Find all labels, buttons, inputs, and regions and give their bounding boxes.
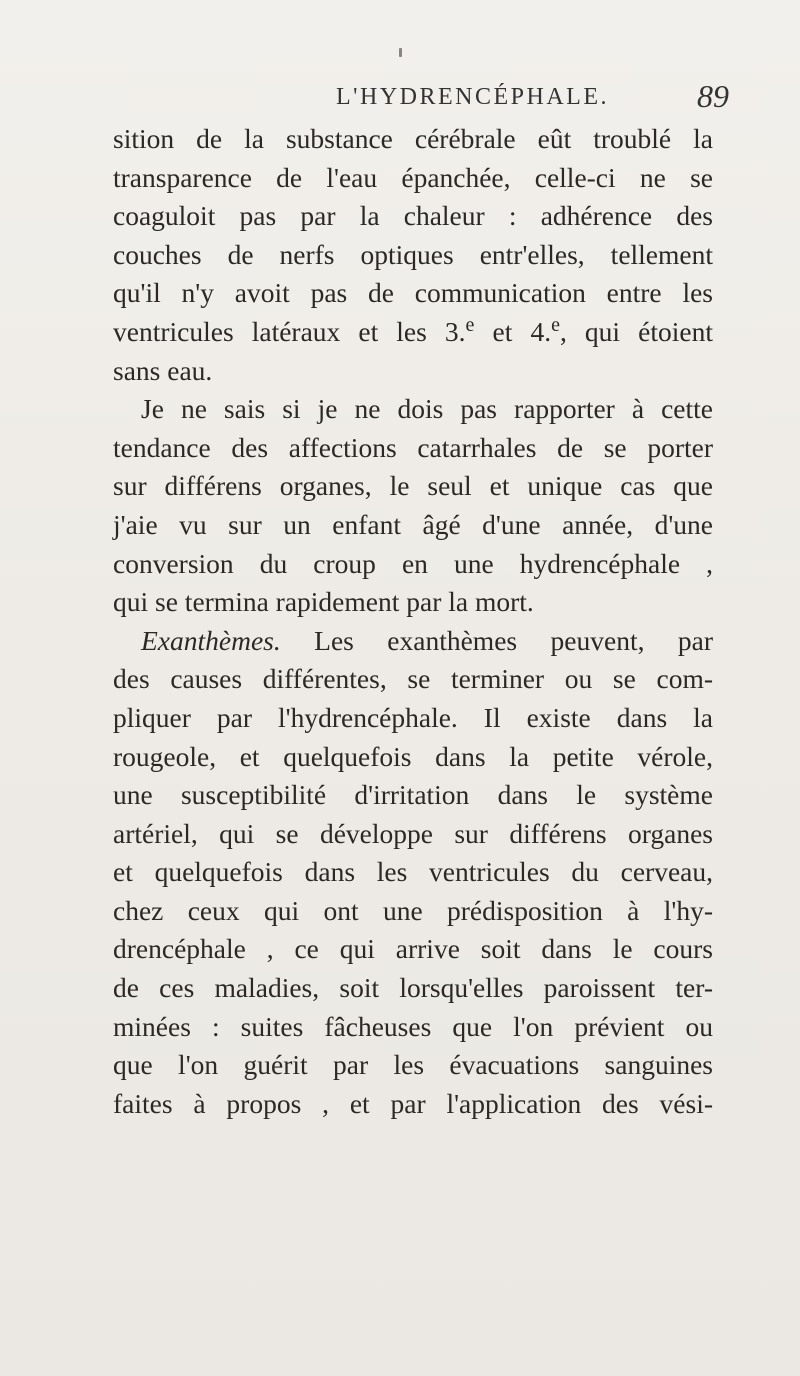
text-line: faites à propos , et par l'application des vési-	[113, 1087, 713, 1119]
text-line: sans eau.	[113, 354, 213, 386]
text-line: tendance des affections catarrhales de se porter	[113, 431, 713, 463]
body-text	[113, 120, 713, 1123]
text-line: drencéphale , ce qui arrive soit dans le cours	[113, 933, 713, 965]
section-heading: Exanthèmes.	[141, 624, 281, 656]
text-line: des causes différentes, se terminer ou se com-	[113, 663, 713, 695]
text-line: qu'il n'y avoit pas de communication entre les	[113, 277, 713, 309]
running-head	[0, 78, 800, 118]
text-fragment: , qui étoient	[559, 315, 713, 347]
text-line: artériel, qui se développe sur différens organes	[113, 817, 713, 849]
text-line: sur différens organes, le seul et unique cas que	[113, 470, 713, 502]
text-line: Je ne sais si je ne dois pas rapporter à cette	[141, 393, 713, 425]
running-title: L'HYDRENCÉPHALE.	[336, 84, 609, 110]
text-fragment: Les exanthèmes peuvent, par	[280, 624, 713, 656]
superscript: e	[465, 313, 475, 336]
ink-speck	[399, 48, 402, 57]
text-line: sition de la substance cérébrale eût troublé la	[113, 123, 713, 154]
text-line: qui se termina rapidement par la mort.	[113, 586, 534, 618]
text-fragment: et 4.	[474, 315, 552, 347]
text-fragment: ventricules latéraux et les 3.	[113, 315, 466, 347]
text-line: une susceptibilité d'irritation dans le système	[113, 779, 713, 811]
text-line	[113, 622, 713, 661]
text-line: coaguloit pas par la chaleur : adhérence des	[113, 200, 713, 232]
text-line: couches de nerfs optiques entr'elles, tellement	[113, 238, 713, 270]
text-line: transparence de l'eau épanchée, celle-ci ne se	[113, 161, 713, 193]
text-line: chez ceux qui ont une prédisposition à l'hy-	[113, 894, 713, 926]
text-line: pliquer par l'hydrencéphale. Il existe dans la	[113, 701, 713, 733]
text-line: j'aie vu sur un enfant âgé d'une année, d'une	[113, 508, 713, 540]
text-line: et quelquefois dans les ventricules du cerveau,	[113, 856, 713, 888]
text-line: conversion du croup en une hydrencéphale ,	[113, 547, 713, 579]
text-line	[113, 313, 713, 352]
text-line: rougeole, et quelquefois dans la petite vérole,	[113, 740, 713, 772]
page-number: 89	[697, 78, 729, 114]
text-line: de ces maladies, soit lorsqu'elles paroissent ter-	[113, 972, 713, 1004]
text-line: minées : suites fâcheuses que l'on prévient ou	[113, 1010, 713, 1042]
superscript: e	[551, 313, 560, 336]
text-line: que l'on guérit par les évacuations sanguines	[113, 1049, 713, 1081]
